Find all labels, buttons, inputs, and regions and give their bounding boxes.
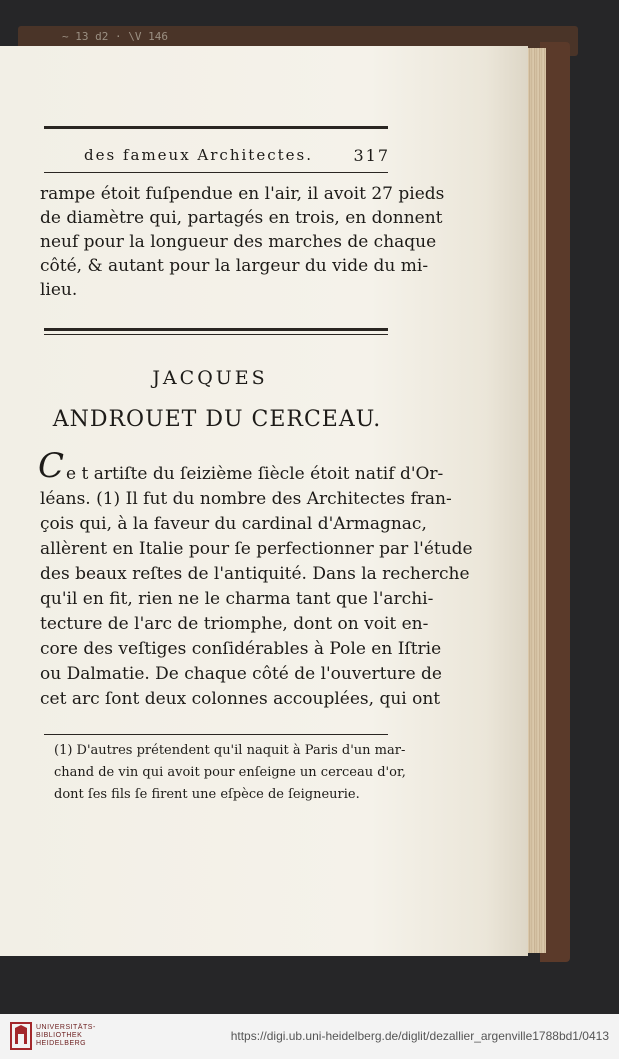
viewer-footer: [0, 1014, 619, 1059]
text-line: neuf pour la longueur des marches de chaque: [40, 232, 437, 252]
text-line: ou Dalmatie. De chaque côté de l'ouverture de: [40, 664, 442, 684]
text-line: core des veſtiges conſidérables à Pole en Iſtrie: [40, 639, 442, 659]
text-line: e t artiſte du ſeizième ſiècle étoit natif d'Or-: [66, 464, 444, 484]
text-line: de diamètre qui, partagés en trois, en donnent: [40, 208, 443, 228]
section-rule-2: [44, 334, 388, 335]
section-title-surname: ANDROUET DU CERCEAU.: [52, 407, 382, 432]
footnote-line: dont ſes fils ſe firent une eſpèce de ſeigneurie.: [54, 787, 360, 802]
institution-line-3: HEIDELBERG: [36, 1040, 87, 1047]
running-head-title: des fameux Architectes.: [84, 146, 313, 164]
text-line: cet arc ſont deux colonnes accouplées, qui ont: [40, 689, 441, 709]
footnote-rule: [44, 734, 388, 735]
header-rule-top: [44, 126, 388, 129]
heidelberg-library-logo-icon[interactable]: [10, 1022, 32, 1050]
footnote-line: (1) D'autres prétendent qu'il naquit à Paris d'un mar-: [54, 743, 406, 758]
text-line: léans. (1) Il fut du nombre des Architectes fran-: [40, 489, 452, 509]
permalink-url[interactable]: https://digi.ub.uni-heidelberg.de/diglit/dezallier_argenville1788bd1/0413: [230, 1029, 609, 1043]
text-line: côté, & autant pour la largeur du vide du mi-: [40, 256, 429, 276]
text-line: lieu.: [40, 280, 78, 300]
section-title-first-name: JACQUES: [152, 367, 268, 389]
text-line: tecture de l'arc de triomphe, dont on voit en-: [40, 614, 429, 634]
institution-name: [36, 1024, 96, 1048]
text-line: çois qui, à la faveur du cardinal d'Armagnac,: [40, 514, 427, 534]
footnote-line: chand de vin qui avoit pour enſeigne un cerceau d'or,: [54, 765, 406, 780]
page-number: 317: [353, 146, 390, 165]
institution-line-2: BIBLIOTHEK: [36, 1032, 83, 1039]
book-page: [0, 46, 528, 956]
text-line: allèrent en Italie pour ſe perfectionner par l'étude: [40, 539, 473, 559]
pencil-note: ~ 13 d2 · \V 146: [62, 30, 168, 43]
institution-line-1: UNIVERSITÄTS-: [36, 1024, 96, 1031]
header-rule-bottom: [44, 172, 388, 173]
text-line: qu'il en fit, rien ne le charma tant que l'archi-: [40, 589, 434, 609]
text-line: rampe étoit fuſpendue en l'air, il avoit 27 pieds: [40, 184, 445, 204]
section-rule-1: [44, 328, 388, 331]
text-line: des beaux reſtes de l'antiquité. Dans la recherche: [40, 564, 470, 584]
running-head: [60, 146, 390, 170]
drop-cap: C: [38, 446, 65, 486]
